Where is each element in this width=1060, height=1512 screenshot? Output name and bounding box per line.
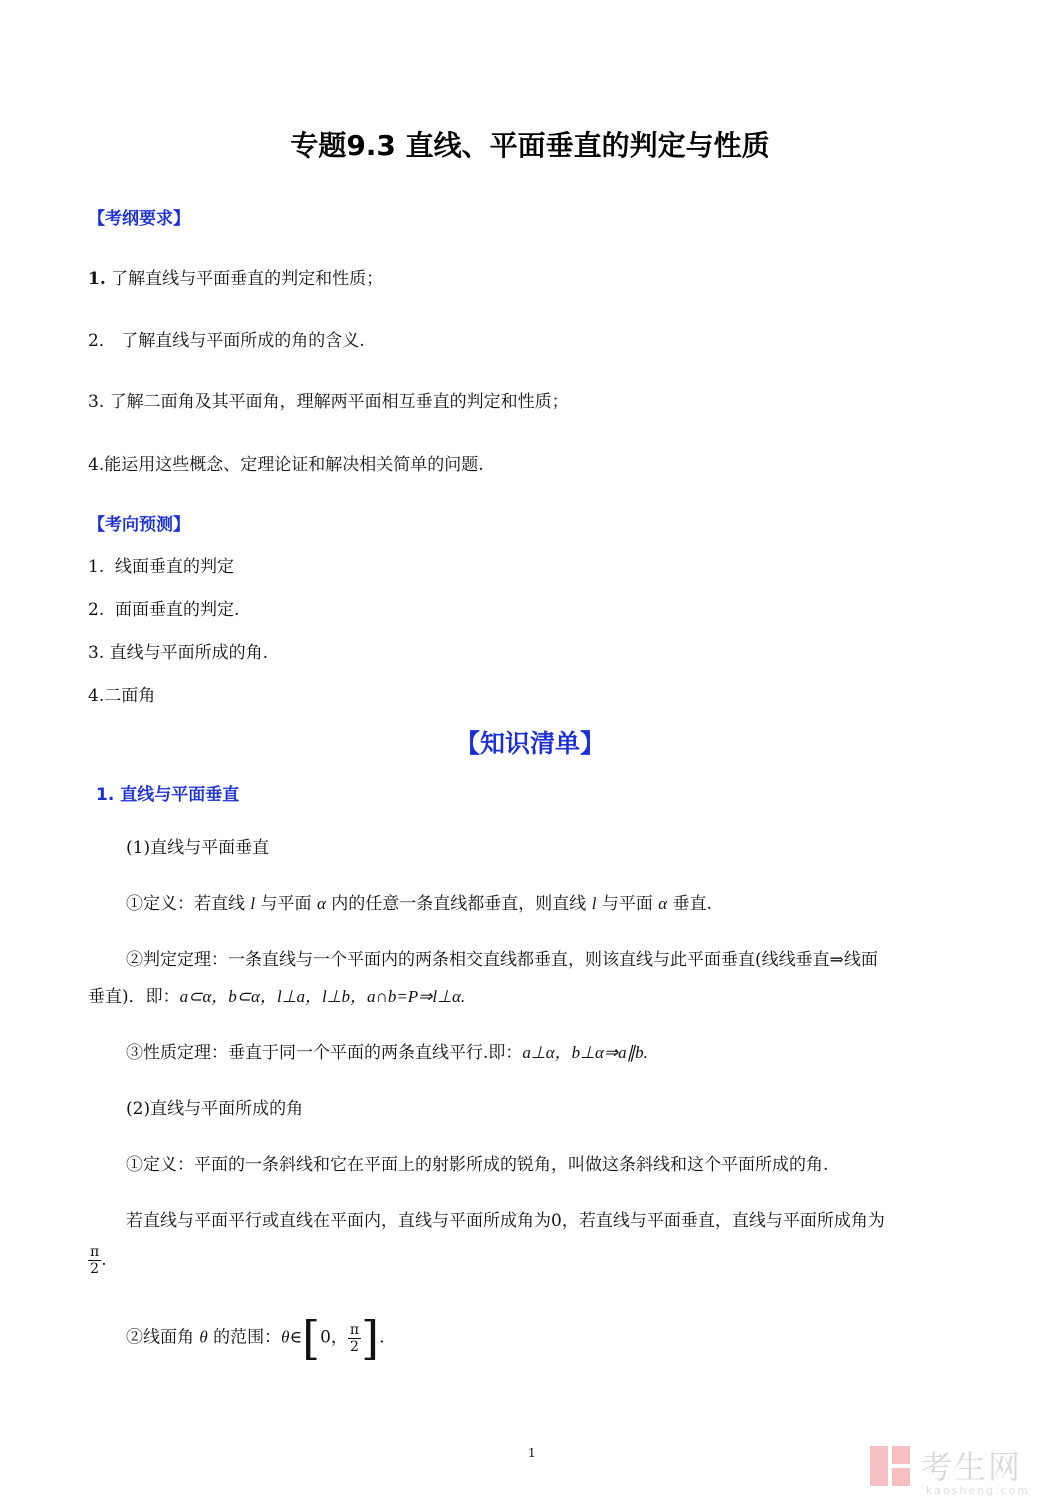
- page-title: 专题9.3 直线、平面垂直的判定与性质: [290, 129, 770, 162]
- sub-heading: (2)直线与平面所成的角: [126, 1099, 304, 1119]
- fraction-denominator: 2: [90, 1261, 100, 1277]
- item-number: 2.: [88, 600, 105, 620]
- fraction-denominator: 2: [350, 1338, 359, 1355]
- subsection-title: 直线与平面垂直: [120, 785, 240, 805]
- logo-subtext: kaosheng.com: [926, 1484, 1031, 1497]
- math-formula: a⊥α，b⊥α⇒a∥b.: [522, 1043, 648, 1062]
- list-item: [88, 681, 155, 706]
- range-line: [126, 1311, 385, 1365]
- list-item: [88, 595, 239, 620]
- text-run: 垂直.: [672, 894, 712, 914]
- sub-heading: (1)直线与平面垂直: [126, 838, 270, 858]
- fraction: [348, 1322, 361, 1355]
- page-number: 1: [528, 1446, 536, 1460]
- item-number: 2．: [88, 331, 116, 351]
- math-var: α: [658, 894, 668, 913]
- fraction: [88, 1244, 101, 1277]
- item-number: 3.: [88, 392, 105, 412]
- item-text: 了解直线与平面所成的角的含义.: [121, 331, 365, 351]
- text-run: ②线面角: [126, 1327, 194, 1348]
- item-number: 3.: [88, 643, 105, 663]
- section-heading-kaoxiang: 【考向预测】: [88, 515, 190, 535]
- item-text: 线面垂直的判定: [115, 557, 235, 577]
- list-item: [88, 450, 484, 475]
- section-heading-kaogang: 【考纲要求】: [88, 209, 190, 229]
- note-fraction: [88, 1244, 107, 1277]
- text-run: ①定义：若直线: [126, 894, 245, 914]
- watermark-logo: [868, 1442, 1038, 1500]
- item-text: 直线与平面所成的角.: [109, 643, 269, 663]
- item-text: 面面垂直的判定.: [115, 600, 240, 620]
- section-heading-zhishi: 【知识清单】: [454, 729, 605, 758]
- text-run: 的范围：: [213, 1327, 282, 1348]
- item-number: 4.: [88, 455, 105, 475]
- math-var: l: [250, 894, 256, 913]
- theorem-line: [126, 1038, 648, 1063]
- list-item: [88, 326, 365, 351]
- subsection-number: 1.: [96, 785, 115, 805]
- note-line: 若直线与平面平行或直线在平面内，直线与平面所成角为0，若直线与平面垂直，直线与平面所成角为: [126, 1211, 885, 1231]
- text-run: 与平面: [260, 894, 312, 914]
- text-run: ③性质定理：垂直于同一个平面的两条直线平行.即：: [126, 1043, 523, 1063]
- text-run: .: [379, 1327, 385, 1348]
- definition-line: ①定义：平面的一条斜线和它在平面上的射影所成的锐角，叫做这条斜线和这个平面所成的角.: [126, 1155, 829, 1175]
- theorem-line: [88, 982, 465, 1007]
- item-number: 4.: [88, 686, 105, 706]
- item-text: 二面角: [104, 686, 156, 706]
- math-var: l: [591, 894, 597, 913]
- list-item: [88, 552, 234, 577]
- logo-mark-icon: [868, 1442, 912, 1490]
- fraction-numerator: π: [90, 1244, 100, 1260]
- math-formula: a⊂α，b⊂α，l⊥a，l⊥b，a∩b=P⇒l⊥α.: [179, 987, 466, 1006]
- theorem-line: ②判定定理：一条直线与一个平面内的两条相交直线都垂直，则该直线与此平面垂直(线线垂直⇒线面: [126, 950, 878, 970]
- list-item: [88, 638, 268, 663]
- list-item: [88, 387, 569, 412]
- math-var: θ: [281, 1327, 290, 1347]
- text-run: 垂直)．即：: [88, 987, 180, 1007]
- item-text: 能运用这些概念、定理论证和解决相关简单的问题.: [104, 455, 484, 475]
- text-run: 0，: [320, 1327, 348, 1348]
- text-run: ∈: [289, 1327, 303, 1348]
- subsection-heading: [96, 780, 239, 805]
- math-var: θ: [199, 1327, 208, 1347]
- logo-text: 考生网: [920, 1448, 1023, 1486]
- item-number: 1.: [88, 557, 105, 577]
- right-bracket: ]: [361, 1311, 380, 1365]
- math-var: α: [316, 894, 326, 913]
- item-number: 1.: [88, 269, 106, 289]
- list-item: [88, 264, 383, 289]
- text-run: 内的任意一条直线都垂直，则直线: [331, 894, 587, 914]
- text-run: 与平面: [601, 894, 653, 914]
- left-bracket: [: [302, 1311, 321, 1365]
- item-text: 了解直线与平面垂直的判定和性质；: [111, 269, 384, 289]
- item-text: 了解二面角及其平面角，理解两平面相互垂直的判定和性质；: [109, 392, 569, 412]
- definition-line: [126, 889, 712, 914]
- fraction-numerator: π: [349, 1321, 360, 1338]
- text-run: .: [101, 1250, 107, 1270]
